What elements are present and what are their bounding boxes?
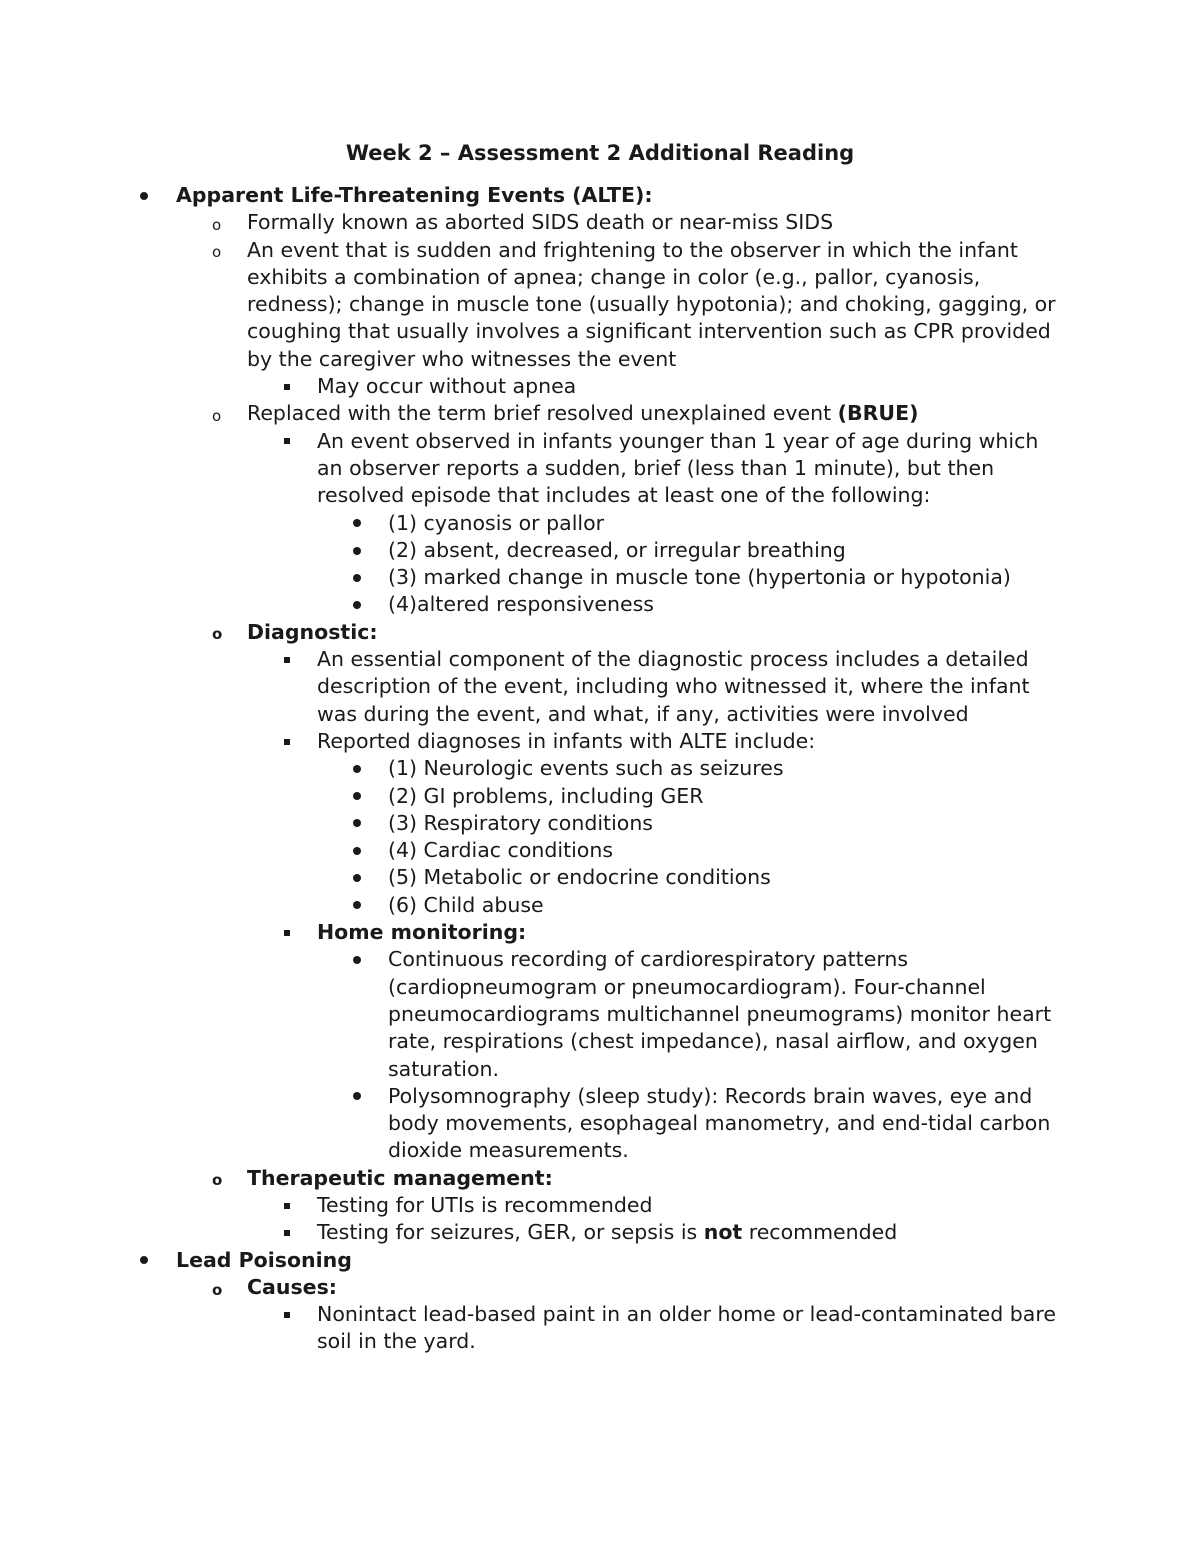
formally-text: Formally known as aborted SIDS death or near-miss SIDS [247,210,834,235]
square-bullet-icon [284,930,290,936]
list-item-brue-criterion [0,564,1200,591]
filled-bullet-icon [353,601,361,609]
list-item-replaced [0,400,1200,427]
alte-definition: An event that is sudden and frightening to the observer in which the infant exhibits a combination of apnea; change in color (e.g., pallor, cyanosis, redness); change in muscle tone (usually hypotonia); and choking, gagging, or coughing that usually involves a significant intervention such as CPR provided by the caregiver who witnesses the event [247,237,1056,371]
square-bullet-icon [284,438,290,444]
replaced-text: Replaced with the term brief resolved unexplained event [247,401,838,426]
list-item-seizure-testing [0,1219,1200,1246]
square-bullet-icon [284,1203,290,1209]
list-item-brue-criterion [0,591,1200,618]
list-item-diagnosis [0,892,1200,919]
square-bullet-icon [284,384,290,390]
list-item-formally [0,209,1200,236]
not-emphasis: not [703,1220,743,1245]
diagnostic-heading: Diagnostic: [247,619,378,644]
circle-bullet-icon: o [212,1171,223,1190]
filled-bullet-icon [353,901,361,909]
list-item-diagnosis [0,783,1200,810]
list-item-home-monitoring [0,946,1200,1082]
list-item-definition [0,237,1200,373]
brue-definition: An event observed in infants younger than 1 year of age during which an observer reports a sudden, brief (less than 1 minute), but then resolved episode that includes at least one of the following: [317,428,1039,508]
causes-heading: Causes: [247,1274,337,1299]
filled-bullet-icon [140,192,148,200]
list-item-diagnosis [0,810,1200,837]
list-item-cause [0,1301,1200,1356]
list-item-therapeutic-heading [0,1165,1200,1192]
list-item-causes-heading [0,1274,1200,1301]
list-item-brue-definition [0,428,1200,510]
list-item-home-monitoring-heading [0,919,1200,946]
list-item-diagnosis [0,837,1200,864]
circle-bullet-icon: o [212,625,223,644]
list-item-lead-heading [0,1247,1200,1274]
alte-heading: Apparent Life-Threatening Events (ALTE): [176,183,653,207]
diagnosis-text: (4) Cardiac conditions [388,838,614,863]
without-apnea-text: May occur without apnea [317,374,577,399]
home-monitoring-text: Polysomnography (sleep study): Records brain waves, eye and body movements, esophageal manometry, and end-tidal carbon dioxide measurements. [388,1083,1051,1163]
home-monitoring-text: Continuous recording of cardiorespiratory patterns (cardiopneumogram or pneumocardiogram). Four-channel pneumocardiograms multichannel pneumograms) monitor heart rate, respirations (chest impedance), nasal airflow, and oxygen saturation. [388,947,1052,1081]
reported-diagnoses-text: Reported diagnoses in infants with ALTE include: [317,728,816,753]
list-item-without-apnea [0,373,1200,400]
home-monitoring-heading: Home monitoring: [317,920,527,945]
filled-bullet-icon [353,792,361,800]
circle-bullet-icon: o [212,215,222,234]
therapeutic-heading: Therapeutic management: [247,1165,553,1190]
diagnostic-essential-text: An essential component of the diagnostic process includes a detailed description of the event, including who witnessed it, where the infant was during the event, and what, if any, activities were involved [317,647,1030,726]
document-body [0,182,1200,1356]
list-item-uti-testing [0,1192,1200,1219]
list-item-brue-criterion [0,537,1200,564]
seizure-testing-text: Testing for seizures, GER, or sepsis is [317,1220,704,1245]
brue-criterion-text: (3) marked change in muscle tone (hypertonia or hypotonia) [388,565,1011,590]
filled-bullet-icon [353,519,361,527]
filled-bullet-icon [353,1092,361,1100]
diagnosis-text: (1) Neurologic events such as seizures [388,756,784,781]
filled-bullet-icon [353,874,361,882]
diagnosis-text: (5) Metabolic or endocrine conditions [388,865,771,890]
list-item-home-monitoring [0,1083,1200,1165]
filled-bullet-icon [353,765,361,773]
diagnosis-text: (2) GI problems, including GER [388,783,704,808]
filled-bullet-icon [353,574,361,582]
brue-criterion-text: (2) absent, decreased, or irregular breathing [388,537,846,562]
cause-text: Nonintact lead-based paint in an older home or lead-contaminated bare soil in the yard. [317,1302,1056,1354]
brue-abbreviation: (BRUE) [837,401,919,426]
filled-bullet-icon [353,847,361,855]
list-item-alte-heading [0,182,1200,209]
list-item-diagnostic-heading [0,619,1200,646]
uti-testing-text: Testing for UTIs is recommended [317,1192,653,1217]
square-bullet-icon [284,657,290,663]
circle-bullet-icon: o [212,1280,223,1299]
square-bullet-icon [284,1230,290,1236]
square-bullet-icon [284,1312,290,1318]
filled-bullet-icon [353,819,361,827]
filled-bullet-icon [353,547,361,555]
list-item-diagnostic-essential [0,646,1200,728]
circle-bullet-icon: o [212,243,222,262]
seizure-testing-suffix: recommended [742,1220,898,1245]
list-item-diagnosis [0,755,1200,782]
filled-bullet-icon [353,956,361,964]
diagnosis-text: (6) Child abuse [388,892,544,917]
document-title: Week 2 – Assessment 2 Additional Reading [345,141,855,165]
circle-bullet-icon: o [212,407,222,426]
brue-criterion-text: (1) cyanosis or pallor [388,510,605,535]
lead-heading: Lead Poisoning [176,1247,352,1272]
brue-criterion-text: (4)altered responsiveness [388,592,654,617]
square-bullet-icon [284,739,290,745]
list-item-diagnosis [0,864,1200,891]
diagnosis-text: (3) Respiratory conditions [388,810,653,835]
list-item-reported-diagnoses [0,728,1200,755]
filled-bullet-icon [140,1256,148,1264]
list-item-brue-criterion [0,510,1200,537]
